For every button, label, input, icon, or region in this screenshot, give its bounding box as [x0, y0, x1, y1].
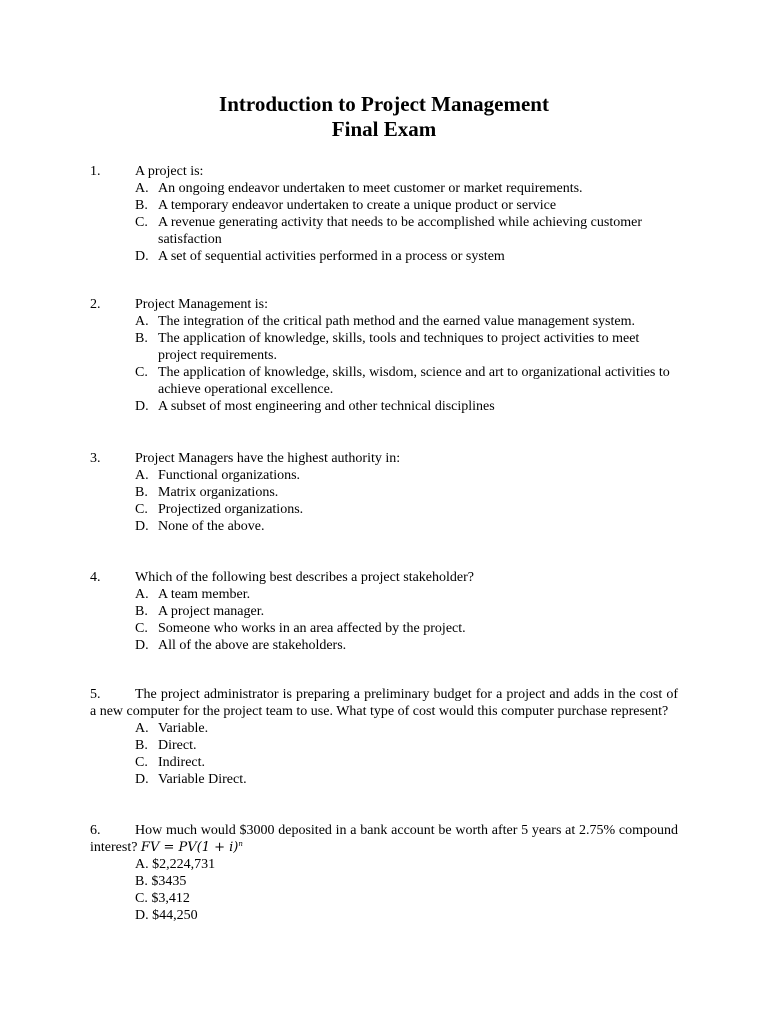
answer-option [135, 737, 678, 754]
option-text: A project manager. [158, 604, 265, 619]
question-6 [90, 822, 678, 924]
option-text: The application of knowledge, skills, wisdom, science and art to organizational activities to achieve operational excellence. [158, 365, 670, 397]
question-text: Project Managers have the highest authority in: [135, 451, 401, 466]
answer-option [135, 620, 678, 637]
option-text: Matrix organizations. [158, 485, 279, 500]
answer-option [135, 501, 678, 518]
option-text: Variable. [158, 721, 209, 736]
option-text: All of the above are stakeholders. [158, 638, 347, 653]
answer-option [135, 518, 678, 535]
option-letter: B. [135, 331, 148, 346]
option-text: A team member. [158, 587, 251, 602]
question-1 [90, 163, 678, 265]
option-text: Direct. [158, 738, 197, 753]
title-line-2: Final Exam [331, 117, 437, 141]
question-prompt [90, 450, 678, 467]
question-number: 1. [90, 164, 101, 179]
question-3 [90, 450, 678, 535]
answer-option: A. $2,224,731 [135, 857, 216, 872]
question-number: 6. [90, 823, 101, 838]
option-text: A subset of most engineering and other technical disciplines [158, 399, 495, 414]
answer-option: B. $3435 [135, 874, 187, 889]
answer-option [135, 398, 678, 415]
answer-option [135, 771, 678, 788]
answer-option [135, 248, 678, 265]
option-letter: C. [135, 755, 148, 770]
option-text: Projectized organizations. [158, 502, 304, 517]
question-number: 3. [90, 451, 101, 466]
formula-text: FV = PV(1 + i) [140, 840, 239, 855]
answer-options [135, 313, 678, 415]
option-letter: D. [135, 399, 149, 414]
answer-option [135, 586, 678, 603]
question-prompt [90, 163, 678, 180]
option-text: The integration of the critical path method and the earned value management system. [158, 314, 635, 329]
option-letter: A. [135, 181, 149, 196]
option-letter: A. [135, 468, 149, 483]
option-text: Functional organizations. [158, 468, 301, 483]
answer-option [135, 484, 678, 501]
title-line-1: Introduction to Project Management [219, 92, 549, 116]
answer-options [135, 856, 678, 924]
option-text: A temporary endeavor undertaken to create a unique product or service [158, 198, 557, 213]
question-2 [90, 296, 678, 415]
option-text: Variable Direct. [158, 772, 247, 787]
option-letter: C. [135, 502, 148, 517]
answer-option [135, 364, 678, 398]
option-letter: C. [135, 621, 148, 636]
question-5 [90, 686, 678, 788]
answer-options [135, 720, 678, 788]
answer-option: C. $3,412 [135, 891, 190, 906]
option-letter: D. [135, 249, 149, 264]
question-prompt [90, 686, 678, 720]
question-text: A project is: [135, 164, 204, 179]
option-letter: A. [135, 587, 149, 602]
question-4 [90, 569, 678, 654]
question-prompt [90, 822, 678, 856]
answer-option [135, 214, 678, 248]
option-letter: B. [135, 604, 148, 619]
option-letter: D. [135, 519, 149, 534]
option-text: An ongoing endeavor undertaken to meet customer or market requirements. [158, 181, 583, 196]
option-letter: C. [135, 215, 148, 230]
formula-exponent: n [238, 840, 243, 848]
question-number: 4. [90, 570, 101, 585]
answer-option [135, 467, 678, 484]
answer-option [135, 180, 678, 197]
answer-option [135, 720, 678, 737]
answer-options [135, 586, 678, 654]
answer-options [135, 467, 678, 535]
option-text: The application of knowledge, skills, tools and techniques to project activities to meet project requirements. [158, 331, 640, 363]
question-prompt [90, 569, 678, 586]
answer-option [135, 754, 678, 771]
compound-interest-formula [141, 840, 243, 855]
question-number: 5. [90, 687, 101, 702]
answer-option: D. $44,250 [135, 908, 198, 923]
question-text: The project administrator is preparing a preliminary budget for a project and adds in the cost of a new computer for the project team to use. What type of cost would this computer purchase represent? [90, 687, 678, 719]
option-letter: C. [135, 365, 148, 380]
answer-option [135, 603, 678, 620]
option-letter: D. [135, 638, 149, 653]
answer-option [135, 637, 678, 654]
option-letter: A. [135, 314, 149, 329]
option-letter: B. [135, 485, 148, 500]
answer-option [135, 330, 678, 364]
question-text: Project Management is: [135, 297, 268, 312]
answer-option [135, 197, 678, 214]
option-text: A set of sequential activities performed in a process or system [158, 249, 505, 264]
option-letter: D. [135, 772, 149, 787]
document-title [0, 92, 768, 142]
question-number: 2. [90, 297, 101, 312]
question-prompt [90, 296, 678, 313]
question-text: Which of the following best describes a project stakeholder? [135, 570, 474, 585]
option-letter: B. [135, 738, 148, 753]
answer-option [135, 313, 678, 330]
option-text: Indirect. [158, 755, 206, 770]
option-letter: A. [135, 721, 149, 736]
answer-options [135, 180, 678, 265]
option-letter: B. [135, 198, 148, 213]
question-text: How much would $3000 deposited in a bank account be worth after 5 years at 2.75% compound interest? [90, 823, 678, 855]
option-text: Someone who works in an area affected by the project. [158, 621, 466, 636]
option-text: A revenue generating activity that needs to be accomplished while achieving customer satisfaction [158, 215, 642, 247]
option-text: None of the above. [158, 519, 265, 534]
